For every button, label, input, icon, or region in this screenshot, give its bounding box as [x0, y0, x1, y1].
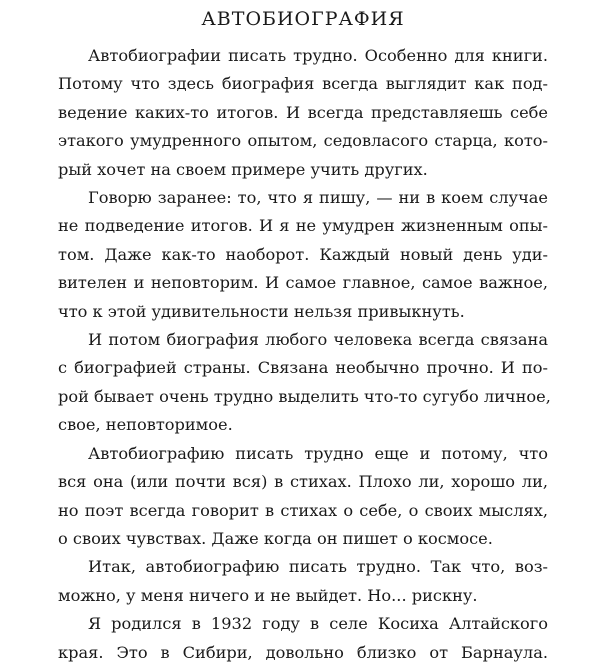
page-title: АВТОБИОГРАФИЯ: [201, 8, 405, 30]
text-line: вителен и неповторим. И самое главное, самое важное,: [58, 273, 548, 293]
paragraph-3: [58, 326, 551, 440]
text-line: Потому что здесь биография всегда выглядит как под-: [58, 74, 548, 94]
text-line: И потом биография любого человека всегда связана: [88, 330, 548, 350]
text-line: можно, у меня ничего и не выйдет. Но... рискну.: [58, 585, 478, 605]
text-line: Автобиографию писать трудно еще и потому, что: [88, 443, 548, 463]
text-line: рой бывает очень трудно выделить что-то сугубо личное,: [58, 386, 551, 406]
text-line: Я родился в 1932 году в селе Косиха Алтайского: [88, 614, 548, 634]
text-line: не подведение итогов. И я не умудрен жизненным опы-: [58, 216, 548, 236]
text-line: ведение каких-то итогов. И всегда представляешь себе: [58, 102, 548, 122]
text-line: свое, неповторимое.: [58, 415, 233, 435]
paragraph-6: [58, 610, 548, 667]
paragraph-4: [58, 440, 548, 554]
text-line: о своих чувствах. Даже когда он пишет о космосе.: [58, 528, 493, 548]
text-line: рый хочет на своем примере учить других.: [58, 159, 428, 179]
text-line: с биографией страны. Связана необычно прочно. И по-: [58, 358, 548, 378]
text-line: Автобиографии писать трудно. Особенно для книги.: [88, 46, 548, 65]
text-line: края. Это в Сибири, довольно близко от Барнаула.: [58, 642, 548, 662]
text-line: том. Даже как-то наоборот. Каждый новый день уди-: [58, 244, 548, 264]
text-line: Итак, автобиографию писать трудно. Так что, воз-: [88, 557, 548, 577]
paragraph-5: [58, 553, 548, 610]
document-page: [58, 0, 551, 662]
text-line: что к этой удивительности нельзя привыкнуть.: [58, 301, 465, 321]
text-line: но поэт всегда говорит в стихах о себе, о своих мыслях,: [58, 500, 548, 520]
paragraph-2: [58, 184, 548, 326]
paragraph-1: [58, 42, 548, 184]
text-line: этакого умудренного опытом, седовласого старца, кото-: [58, 131, 548, 151]
text-line: Говорю заранее: то, что я пишу, — ни в коем случае: [88, 188, 548, 208]
text-line: вся она (или почти вся) в стихах. Плохо ли, хорошо ли,: [58, 472, 548, 492]
